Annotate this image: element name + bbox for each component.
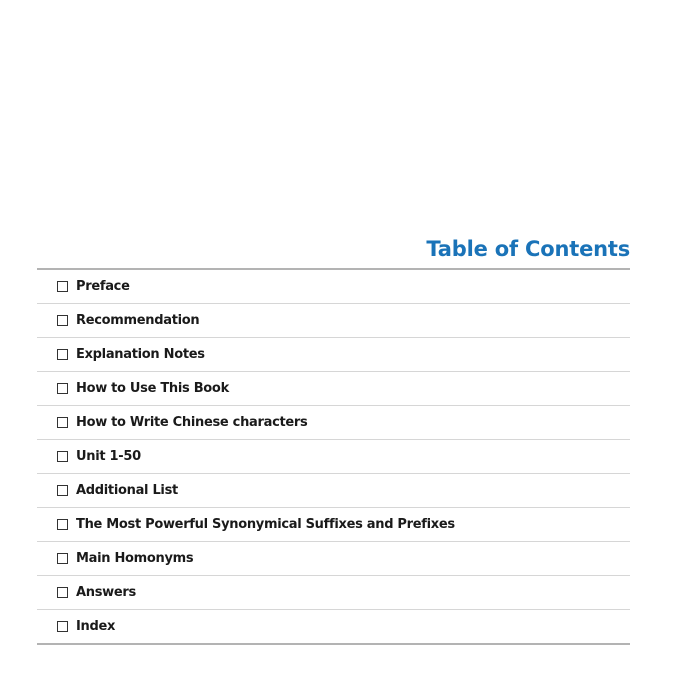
toc-item-how-to-use[interactable] [37, 372, 630, 406]
toc-list [37, 270, 630, 643]
checkbox-icon[interactable] [57, 553, 68, 564]
checkbox-icon[interactable] [57, 281, 68, 292]
toc-item-label: The Most Powerful Synonymical Suffixes and Prefixes [76, 517, 455, 532]
toc-item-units[interactable] [37, 440, 630, 474]
checkbox-icon[interactable] [57, 349, 68, 360]
toc-item-preface[interactable] [37, 270, 630, 304]
toc-item-label: How to Write Chinese characters [76, 415, 308, 430]
toc-item-label: Main Homonyms [76, 551, 194, 566]
checkbox-icon[interactable] [57, 451, 68, 462]
toc-title: Table of Contents [426, 237, 630, 261]
toc-item-main-homonyms[interactable] [37, 542, 630, 576]
toc-item-suffixes-prefixes[interactable] [37, 508, 630, 542]
checkbox-icon[interactable] [57, 587, 68, 598]
table-of-contents [37, 232, 630, 645]
checkbox-icon[interactable] [57, 383, 68, 394]
toc-item-how-to-write[interactable] [37, 406, 630, 440]
toc-item-label: Explanation Notes [76, 347, 205, 362]
checkbox-icon[interactable] [57, 417, 68, 428]
toc-item-label: Additional List [76, 483, 178, 498]
checkbox-icon[interactable] [57, 315, 68, 326]
toc-item-explanation-notes[interactable] [37, 338, 630, 372]
toc-item-label: How to Use This Book [76, 381, 229, 396]
toc-item-recommendation[interactable] [37, 304, 630, 338]
checkbox-icon[interactable] [57, 485, 68, 496]
checkbox-icon[interactable] [57, 519, 68, 530]
toc-item-answers[interactable] [37, 576, 630, 610]
toc-item-label: Preface [76, 279, 130, 294]
toc-item-label: Answers [76, 585, 136, 600]
bottom-divider [37, 643, 630, 645]
toc-item-label: Recommendation [76, 313, 200, 328]
toc-item-additional-list[interactable] [37, 474, 630, 508]
toc-item-label: Index [76, 619, 116, 634]
checkbox-icon[interactable] [57, 621, 68, 632]
toc-item-index[interactable] [37, 610, 630, 643]
toc-item-label: Unit 1-50 [76, 449, 141, 464]
